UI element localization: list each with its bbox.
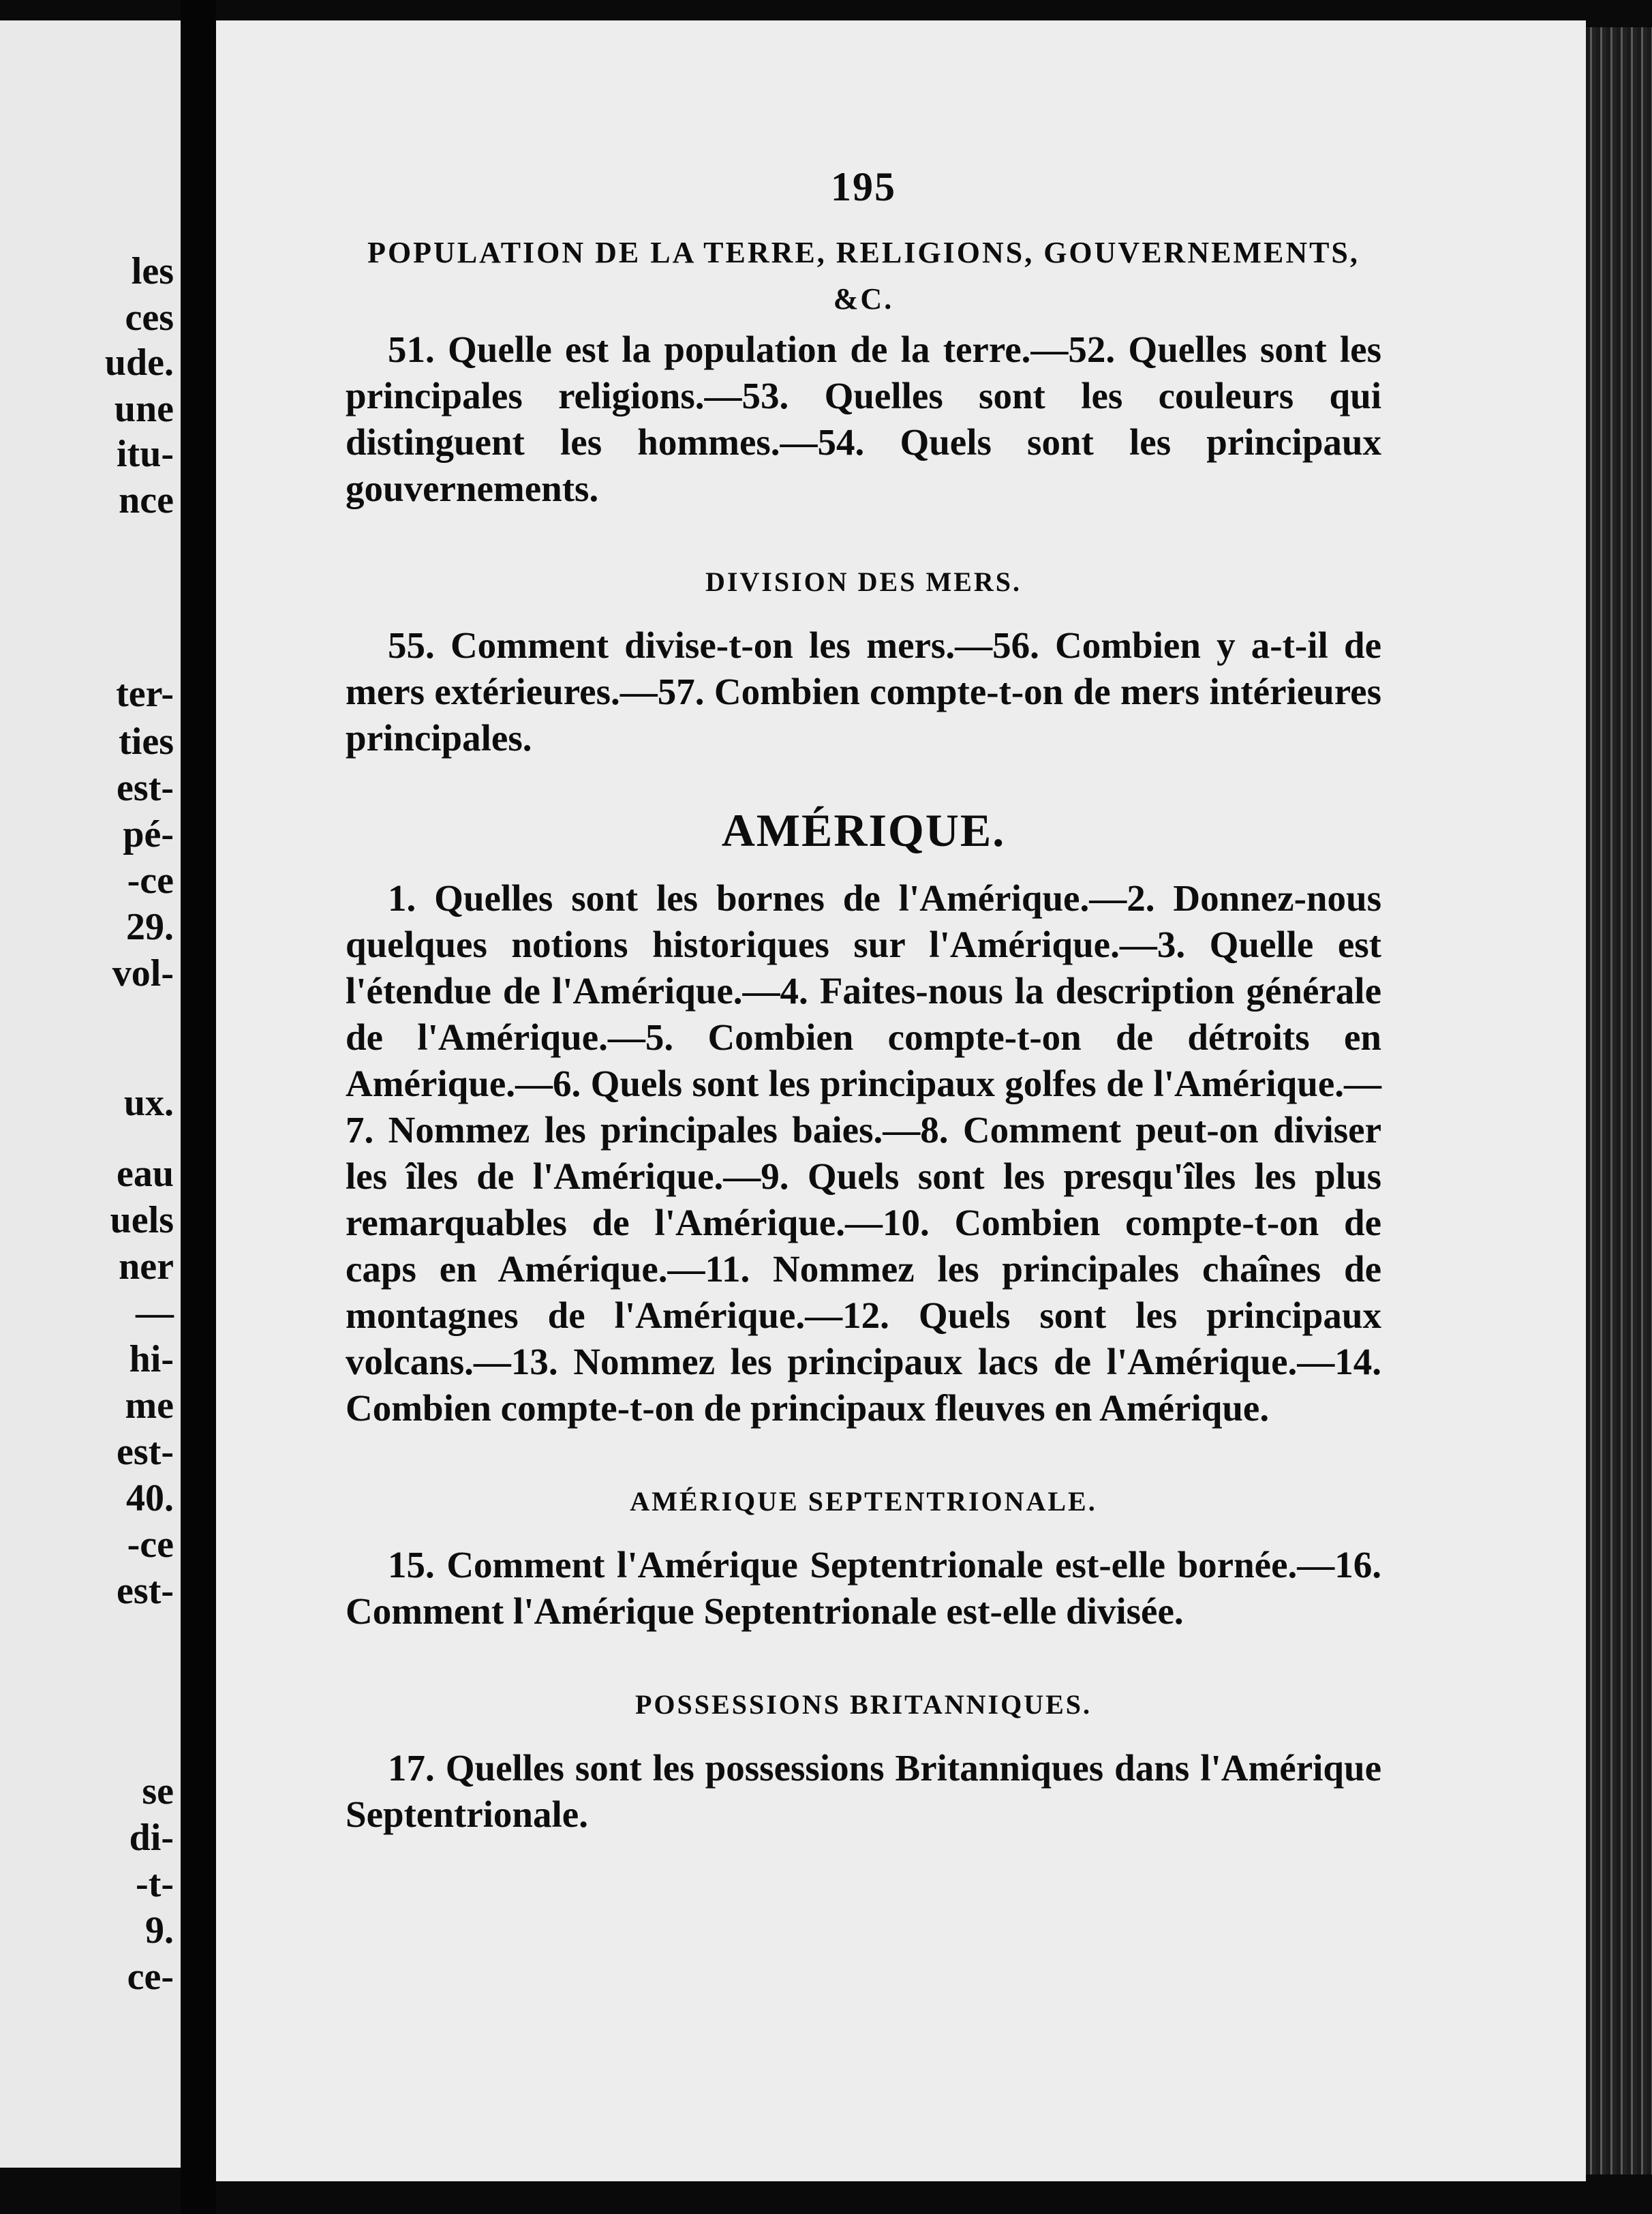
section-heading: POPULATION DE LA TERRE, RELIGIONS, GOUVERNEMENTS, &C. — [367, 236, 1360, 316]
section-paragraph: 51. Quelle est la population de la terre.—52. Quelles sont les principales religions.—53. Quelles sont les couleurs qui distinguent les hommes.—54. Quels sont les principaux gouvernements. — [346, 329, 1381, 510]
left-text-fragment: -ce — [127, 1523, 174, 1566]
left-text-fragment: hi- — [129, 1338, 174, 1380]
left-text-fragment: pé- — [123, 813, 174, 855]
left-facing-page — [0, 20, 181, 2168]
left-text-fragment: ce- — [127, 1956, 174, 1998]
section-heading: AMÉRIQUE SEPTENTRIONALE. — [630, 1486, 1097, 1517]
page-number: 195 — [831, 164, 896, 209]
left-text-fragment: -t- — [136, 1863, 174, 1905]
left-text-fragment: di- — [129, 1817, 174, 1859]
left-text-fragment: les — [131, 250, 174, 292]
left-text-fragment: ude. — [104, 342, 174, 384]
left-text-fragment: uels — [110, 1199, 174, 1241]
section-paragraph: 55. Comment divise-t-on les mers.—56. Combien y a-t-il de mers extérieures.—57. Combien compte-t-on de mers intérieures principales. — [346, 624, 1381, 759]
left-text-fragment: -ce — [127, 860, 174, 902]
left-text-fragment: ner — [119, 1245, 174, 1288]
left-text-fragment: 9. — [145, 1909, 174, 1952]
left-text-fragment: — — [136, 1292, 174, 1334]
left-text-fragment: ter- — [116, 673, 174, 715]
book-page — [216, 20, 1586, 2181]
left-text-fragment: est- — [117, 1431, 174, 1473]
left-text-fragment: une — [114, 388, 174, 430]
left-text-fragment: se — [142, 1770, 174, 1813]
chapter-heading: AMÉRIQUE. — [721, 804, 1006, 857]
left-text-fragment: 40. — [126, 1477, 174, 1519]
left-text-fragment: est- — [117, 767, 174, 809]
left-text-fragment: eau — [117, 1153, 174, 1195]
section-heading: POSSESSIONS BRITANNIQUES. — [634, 1689, 1092, 1720]
left-text-fragment: vol- — [112, 952, 174, 995]
section-heading: DIVISION DES MERS. — [705, 566, 1022, 598]
section-paragraph: 15. Comment l'Amérique Septentrionale est-elle bornée.—16. Comment l'Amérique Septentrionale est-elle divisée. — [346, 1544, 1381, 1633]
left-text-fragment: est- — [117, 1570, 174, 1612]
left-text-fragment: 29. — [126, 906, 174, 948]
page-edges — [1586, 27, 1652, 2174]
left-text-fragment: ux. — [123, 1082, 174, 1124]
page-content — [346, 164, 1381, 1838]
left-text-fragment: me — [125, 1384, 174, 1427]
left-text-fragment: itu- — [117, 433, 174, 475]
left-text-fragment: ties — [119, 721, 174, 763]
left-text-fragment: nce — [119, 479, 174, 521]
left-text-fragment: ces — [125, 297, 174, 339]
section-paragraph: 17. Quelles sont les possessions Britanniques dans l'Amérique Septentrionale. — [346, 1747, 1381, 1836]
book-gutter — [181, 0, 216, 2214]
section-paragraph: 1. Quelles sont les bornes de l'Amérique.—2. Donnez-nous quelques notions historiques sur l'Amérique.—3. Quelle est l'étendue de l'Amérique.—4. Faites-nous la description générale de l'Amérique.—5. Combien compte-t-on de détroits en Amérique.—6. Quels sont les principaux golfes de l'Amérique.—7. Nommez les principales baies.—8. Comment peut-on diviser les îles de l'Amérique.—9. Quels sont les presqu'îles les plus remarquables de l'Amérique.—10. Combien compte-t-on de caps en Amérique.—11. Nommez les principales chaînes de montagnes de l'Amérique.—12. Quels sont les principaux volcans.—13. Nommez les principaux lacs de l'Amérique.—14. Combien compte-t-on de principaux fleuves en Amérique. — [346, 877, 1381, 1429]
